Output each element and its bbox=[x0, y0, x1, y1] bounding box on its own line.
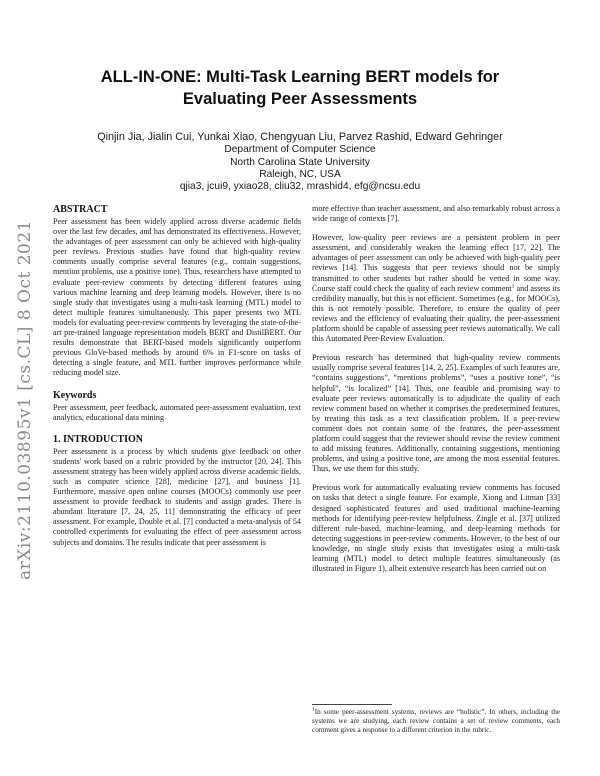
paper-title bbox=[60, 66, 540, 110]
author-department: Department of Computer Science bbox=[224, 144, 376, 156]
author-university: North Carolina State University bbox=[230, 156, 370, 168]
footnote-ref: 1 bbox=[511, 282, 515, 289]
author-block bbox=[60, 131, 540, 193]
intro-paragraph-2-start: However, low-quality peer reviews are a persistent problem in peer assessment, and considerably weaken the learning effect [17, 22]. The advantages of peer assessment can only be achieved with high-quality peer reviews [14]. This suggests that peer reviews should not be simply transmitted to other students but rather should be vetted in some way. Course staff could check the quality of each review comment bbox=[312, 233, 560, 293]
abstract-text: Peer assessment has been widely applied across diverse academic fields over the last few decades, and has demonstrated its effectiveness. However, the advantages of peer assessment can only be achieved with high-quality peer reviews. Previous studies have found that high-quality review comments usually comprise several features (e.g., contain suggestions, mention problems, use a positive tone). Thus, researchers have attempted to evaluate peer-review comments by detecting different features using various machine learning and deep learning models. However, there is no single study that investigates using a multi-task learning (MTL) model to detect multiple features simultaneously. This paper presents two MTL models for evaluating peer-review comments by leveraging the state-of-the-art pre-trained language representation models BERT and DistilBERT. Our results demonstrate that BERT-based models significantly outperform previous GloVe-based methods by around 6% in F1-score on tasks of detecting a single feature, and MTL further improves performance while reducing model size. bbox=[53, 217, 301, 378]
author-names: Qinjin Jia, Jialin Cui, Yunkai Xiao, Chengyuan Liu, Parvez Rashid, Edward Gehringer bbox=[97, 131, 503, 143]
title-line-1: ALL-IN-ONE: Multi-Task Learning BERT models for bbox=[100, 68, 500, 86]
arxiv-stamp bbox=[10, 190, 40, 610]
author-location: Raleigh, NC, USA bbox=[259, 168, 341, 180]
footnote-text: In some peer-assessment systems, reviews are “holistic”. In others, including the systems we are studying, each review contains a set of review comments, each comment gives a response to a different criterion in the rubric. bbox=[312, 708, 560, 734]
author-emails: qjia3, jcui9, yxiao28, cliu32, mrashid4, efg@ncsu.edu bbox=[179, 181, 421, 193]
intro-paragraph-2 bbox=[312, 233, 560, 344]
footnote bbox=[312, 708, 560, 735]
title-line-2: Evaluating Peer Assessments bbox=[182, 90, 418, 108]
arxiv-stamp-text: arXiv:2110.03895v1 [cs.CL] 8 Oct 2021 bbox=[15, 220, 35, 580]
intro-paragraph-1-continued: more effective than teacher assessment, and also remarkably robust across a wide range of contexts [7]. bbox=[312, 204, 560, 224]
abstract-heading: ABSTRACT bbox=[53, 204, 108, 215]
footnote-divider bbox=[312, 704, 392, 705]
right-column bbox=[312, 204, 560, 574]
footnote-mark: 1 bbox=[312, 706, 315, 713]
intro-paragraph-2-end: and assess its credibility manually, but this is not efficient. Sometimes (e.g., for MOOCs), this is not remotely possible. Therefore, to ensure the quality of peer reviews and the efficiency of evaluating their quality, the peer-assessment platform should be capable of assessing peer reviews automatically. We call this Automated Peer-Review Evaluation. bbox=[312, 283, 560, 344]
left-column bbox=[53, 204, 301, 548]
keywords-text: Peer assessment, peer feedback, automated peer-assessment evaluation, text analytics, educational data mining bbox=[53, 402, 301, 422]
intro-paragraph-3: Previous research has determined that high-quality review comments usually comprise several features [14, 2, 25]. Examples of such features are, “contains suggestions”, “mentions problems”, “uses a positive tone”, “is helpful”, “is localized” [14]. Thus, one feasible and promising way to evaluate peer reviews automatically is to adjudicate the quality of each review comment based on whether it comprises the predetermined features, by treating this task as a text classification problem. If a peer-review comment does not contain some of the features, the peer-assessment platform could suggest that the reviewer should revise the review comment to add missing features. Additionally, containing suggestions, mentioning problems, and using a positive tone, are among the most essential features. Thus, we use them for this study. bbox=[312, 353, 560, 474]
introduction-heading: 1. INTRODUCTION bbox=[53, 433, 144, 445]
keywords-heading: Keywords bbox=[53, 389, 97, 401]
intro-paragraph-1: Peer assessment is a process by which students give feedback on other students' work based on a rubric provided by the instructor [20, 24]. This assessment strategy has been widely applied across diverse academic fields, such as computer science [28], medicine [27], and business [1]. Furthermore, massive open online courses (MOOCs) commonly use peer assessment to provide feedback to students and assign grades. There is abundant literature [7, 24, 25, 11] demonstrating the efficacy of peer assessment. For example, Double et al. [7] conducted a meta-analysis of 54 controlled experiments for evaluating the effect of peer assessment across subjects and domains. The results indicate that peer assessment is bbox=[53, 446, 301, 547]
intro-paragraph-4: Previous work for automatically evaluating review comments has focused on tasks that detect a single feature. For example, Xiong and Litman [33] designed sophisticated features and used traditional machine-learning methods for identifying peer-review helpfulness. Zingle et al. [37] utilized different rule-based, machine-learning, and deep-learning methods for detecting suggestions in peer-review comments. However, to the best of our knowledge, no single study exists that investigates using a multi-task learning (MTL) model to detect multiple features simultaneously (as illustrated in Figure 1), albeit extensive research has been carried out on bbox=[312, 483, 560, 574]
